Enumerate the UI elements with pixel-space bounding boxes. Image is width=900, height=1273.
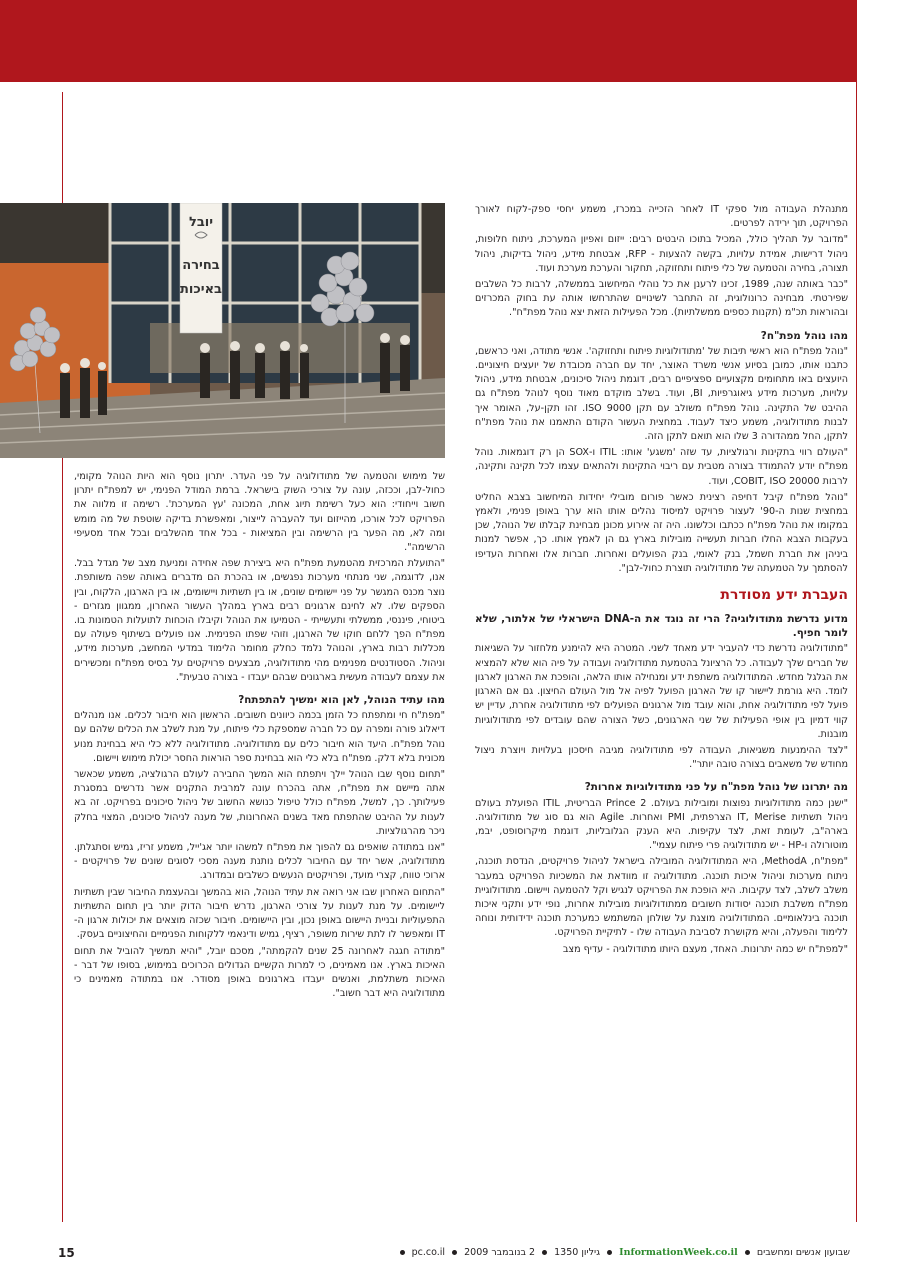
- paragraph: "העולם רווי בתקינות ורגולציות, עד שזה 'משגע' אותו: ITIL ו-SOX הן רק דוגמאות. נוהל מפת"ח יודע להתמודד בצורה מטבית עם ריבוי התקינות ולהתאים עצמו לכל תקינה ותקינה, לרבות COBIT, ISO 20000, ועוד.: [475, 447, 848, 487]
- paragraph: "למפת"ח יש כמה יתרונות. האחד, מעצם היותו מתודולוגיה - עדיף מצב: [562, 943, 848, 955]
- page-footer: [58, 1245, 850, 1261]
- paragraph: "ישנן כמה מתודולוגיות נפוצות ומובילות בעולם. Prince 2 הבריטית, ITIL הפועלת בעולם ניהול תשתיות IT, Merise הצרפתית, PMI ואחרות. Agile הוא גם סוג של מתודולוגיה. בארה"ב, לעומת זאת, לצד עקיפות. היא הענק הגלובליות, דוגמת מיקרוסופט, יבמ, מוטורולה ו-HP - יש מתודולוגיה פרי פיתוח עצמי".: [475, 797, 848, 852]
- paragraph: "תחום נוסף שבו הנוהל יילך ויתפתח הוא המשך החבירה לעולם הרגולציה, משמע שכאשר אתה מיישם את מפת"ח, אתה בהכרח עונה למרבית התקנים אשר נדרשים במסגרת פעילותך. כך, למשל, מפת"ח כולל טיפול כנושא החשוב של ניהול סיכונים בפרויקט. זה בא לענות על ההיבט שהתפתח מאד בשנים האחרונות, של מענה לניהול סיכונים, המצוי בחלק ניכר מהרגולציות.: [74, 769, 445, 837]
- issue-date: 2 בנובמבר 2009: [464, 1247, 536, 1258]
- question-heading: מה יתרונו של נוהל מפת"ח על פני מתודולוגיות אחרות?: [584, 781, 848, 794]
- banner-line-3: באיכות: [180, 282, 222, 297]
- section-heading: העברת ידע מסודרת: [720, 587, 848, 604]
- question-heading: מהו נוהל מפת"ח?: [760, 329, 848, 342]
- url-link[interactable]: pc.co.il: [411, 1247, 446, 1258]
- right-column: [475, 203, 848, 959]
- paragraph: "כבר באותה שנה, 1989, זכינו לרענן את כל נוהלי המיחשוב בממשלה, לרבות כל השלבים שפירטתי. מבחינה כרונולוגית, זה התחבר לשינויים שהתרחשו אותה עת בחוק המכרזים ובהוראות תכ"מ (תקנות כספים ממשלתיות). מכל הפעילות הזאת יצא נוהל מפת"ח".: [475, 279, 849, 319]
- question-heading: מהו עתיד הנוהל, לאן הוא ימשיך להתפתח?: [238, 694, 445, 707]
- paragraph: "התועלת המרכזית מהטמעת מפת"ח היא ביצירת שפה אחידה ומניעת מצב של מגדל בבל. אנו, לדוגמה, שני מנתחי מערכות נפגשים, או בהכרת הם מדברים באותה שפה משותפת. נוצר מכנס המגשר על פני יישומים שונים, או בין תשתיות ויישומים, או בין הארגון, הלקוח, ובין הספקים שלו. לא לחינם ארגונים רבים בארץ במהלך העשור האחרון, ממגוון מגזרים - ביטוחי, פיננסי, ממשלתי ותעשייתי - הטמיעו את הנוהל וקיבלו הוכחות לתועלות הטמונות בו. מפת"ח הפך ללחם חוקו של הארגון, וזוהי שפתו הפנימית. אנו פועלים בשיתוף פעולה עם מכללות רבות בארץ, והנוהל נלמד כחלק מחומר הלימוד במדעי המחשב, מערכות מידע, וניהול. הסטודנטים מפנימים מהי מתודולוגיה, מבצעים פרויקטים על בסיס מפת"ח ומכשירים את עצמם לעבודה מעשית בארגונים שבהם יעבדו - בצורה טבעית".: [74, 558, 445, 683]
- paragraph: "מתודה חגגה לאחרונה 25 שנים להקמתה", מסכם יובל, "והיא תמשיך להוביל את תחום האיכות בארץ. אנו מאמינים, כי למרות הקשיים הגדולים הכרוכים במימוש, בסופו של דבר - האיכות משתלמת, ואנשים יעבדו בארגונים באופן מסודר. אנו במתודה מאמינים כי מתודולוגיה היא דבר חשוב".: [74, 945, 445, 1000]
- paragraph: "נוהל מפת"ח קיבל דחיפה רצינית כאשר פורום מובילי יחידות המיחשוב בצבא החליט במחצית שנות ה-90' לעצור פרויקט למיסוד נהלים אותו הוא ערך באופן פנימי, ולאמץ במקומו את נוהל מפת"ח ככתבו וכלשונו. היה זה אירוע מכונן מבחינת קבלתו של הנוהל, שכן בעקבות הצבא החלו חברות תעשייה מובילות בארץ גם הן לאמץ אותו. כך, אפשר למנות ביניהן את חברת חשמל, בנק לאומי, בנק הפועלים ואחרות. חברות אלו ואחרות העדיפו להסתמך על הטמעתה של מתודולוגיה תוצרת כחול-לבן".: [475, 491, 849, 574]
- paragraph: "אנו במתודה שואפים גם להפוך את מפת"ח למשהו יותר אג'ייל, משמע זריז, גמיש וסתגלתן. מתודולוגיה, אשר יחד עם החיבור לכלים נותנת מענה מסכי לסוגים שונים של פרויקטים - ארוכי טווח, קצרי מועד, ופרויקטים הנעשים כשלבים ובמדורג.: [74, 842, 445, 882]
- question-heading: מדוע נדרשת מתודולוגיה? הרי זה נוגד את ה-DNA הישראלי של אלתור, שלא לומר חפיף.: [475, 613, 848, 640]
- paragraph: של מימוש והטמעה של מתודולוגיה על פני העדר. יתרון נוסף הוא היות הנוהל מקומי, כחול-לבן, וככזה, עונה על צורכי השוק בישראל. ברמת המודל הפנימי, יש למפת"ח יתרון חשוב וייחודי: הוא כעל רשימת תיוג אחת, המכונה 'עץ המערכת'. רשימה זו מלווה את הפרויקט לכל אורכו, מהייזום ועד להעברה לייצור, ומאפשרת בדיקה שוטפת של מה מומש ומה לא, מה הפער בין הרשימה ובין המציאות - בכל אחד מהשלבים ובכל אחד מסעיפי הרשימה".: [74, 471, 445, 554]
- bullet-icon: [542, 1250, 547, 1255]
- page-number: 15: [58, 1246, 75, 1260]
- paragraph: "מפת"ח, MethodA, היא המתודולוגיה המובילה בישראל לניהול פרויקטים, הנדסת תוכנה, ניתוח מערכות וניהול איכות תוכנה. מתודולוגיה זו מוודאת את המשכיות הפרויקט במעבר משלב לשלב, לצד עקיבות. היא הופכת את הפרויקט לנגיש וקל להטמעה ויישום. מתודולוגיית מפת"ח משלבת תוכנה יסודות חשובים ממתודולוגיות מובילות אחרות, נופי ידע ותקני איכות תוכנה בינלאומיים. המתודולוגיה מוצגת על שולחן המשתמש כמערכת תוכנה ידידותית ונוחה ללימוד והפעלה, והיא מקושרת לסביבת העבודה שלו - לתיקיית הפרויקט.: [475, 856, 848, 939]
- bullet-icon: [607, 1250, 612, 1255]
- paragraph: "מפת"ח חי ומתפתח כל הזמן בכמה כיוונים חשובים. הראשון הוא חיבור לכלים. אנו מנהלים דיאלוג פורה ומפרה עם כל חברה שמספקת כלי פיתוח, על מנת לשלב את הכלים שלהם עם נוהל מפת"ח. היעד הוא חיבור כלים עם מתודולוגיה. מתודולוגיה ללא כלי היא בבחינת מנוע מכונית בלא דלק. מפת"ח בלא כלי הוא בבחינת ספר הוראות החסר יכולת מימוש ויישום.: [74, 710, 445, 764]
- event-photo: [0, 203, 445, 458]
- site-link[interactable]: InformationWeek.co.il: [619, 1247, 738, 1258]
- paragraph: "מדובר על תהליך כולל, המכיל בתוכו היבטים רבים: ייזום ואפיון המערכת, ניתוח חלופות, ניהול דרישות, אמידת עלויות, בקשה להצעות - RFP, אבטחת מידע, ניהול בדיקות, ניהול תצורה, בחירה והטמעה של כלי פיתוח ותחזוקה, תחקור והערכת מערכת ועוד.: [475, 234, 848, 274]
- paragraph: "לצד ההימנעות משגיאות, העבודה לפי מתודולוגיה מגיבה חיסכון בעלויות ויוצרת ניצול מחודש של משאבים בצורה טובה יותר".: [475, 744, 848, 771]
- banner-line-2: בחירה: [182, 258, 220, 273]
- paragraph: "מתודולוגיה נדרשת כדי להעביר ידע מאחד לשני. המטרה היא להימנע מלחזור על השגיאות של חברים שלך לעבודה. כל הרציונל בהטמעת מתודולוגיה ועבודה על פיה הוא שלא להמציא את הגלגל מחדש. המתודולוגיה משתפת ידע ומנחילה אותו הלאה, והופכת את הארגון לארגון לומד. היא גורמת ליישור קו של הארגון הפועל לפיה אל מול העולם החיצון. גם אם הארגון פועל לפי מתודולוגיה אחת, והוא עובד מול ארגונים הפועלים לפי מתודולוגיה אחרת, עדיין יש קווי דמיון בין אופי הפעילות של שני הארגונים, כשל הצורה שהם עובדים לפי מתודולוגיות מובנות.: [475, 643, 848, 740]
- right-edge-rule: [856, 0, 857, 1222]
- publication-name: שבועון אנשים ומחשבים: [756, 1247, 850, 1258]
- left-column: [74, 470, 445, 1003]
- bullet-icon: [400, 1250, 405, 1255]
- issue-number: גיליון 1350: [554, 1247, 601, 1258]
- paragraph: "נוהל מפת"ח הוא ראשי תיבות של 'מתודולוגיות פיתוח ותחזוקה'. אנשי מתודה, ואני כראשם, כתבנו אותו, כמובן בסיוע אנשי משרד האוצר, יחד עם חברה מכובדת של יועצים חיצוניים. היועצים באו מתחומים מקצועיים ספציפיים רבים, דוגמת ניהול סיכונים, אבטחת מידע, ניהול עלויות, מערכות מידע גיאוגרפיות, BI, ועוד. בשלב מוקדם מאוד נוסף לנוהל מפת"ח גם ההיבט של התקינה. נוהל מפת"ח משולב עם תקן ISO 9000. זהו תקן-על, האומר איך לבנות מתודולוגיה, משמע כיצד לעבוד. במחצית העשור הקודם התאמנו את נוהל מפת"ח לתקן, החל ממהדורה 3 שלו הוא תואם לתקן הזה.: [475, 345, 849, 443]
- paragraph: "התחום האחרון שבו אני רואה את עתיד הנוהל, הוא בהמשך ובהעצמת החיבור שבין תשתיות ליישומים. על מנת לענות על צורכי הארגון, נדרש חיבור הדוק יותר בין תחום התשתיות התפעוליות ובניית היישום באופן נכון, ובין היישומים. חיבור שכזה מוצאים את יכולות ארגון ה-IT ומאפשר לו לתת שירות משופר, רציף, גמיש ודינאמי ללקוחות הפנימיים והחיצוניים בעסק.: [74, 886, 445, 941]
- bullet-icon: [452, 1250, 457, 1255]
- paragraph: מתנהלת העבודה מול ספקי IT לאחר הזכייה במכרז, משמע יחסי ספק-לקוח לאורך הפרויקט, תוך ירידה לפרטים.: [475, 204, 848, 230]
- bullet-icon: [745, 1250, 750, 1255]
- top-red-band: [0, 0, 857, 82]
- banner-line-1: יובל: [188, 215, 214, 230]
